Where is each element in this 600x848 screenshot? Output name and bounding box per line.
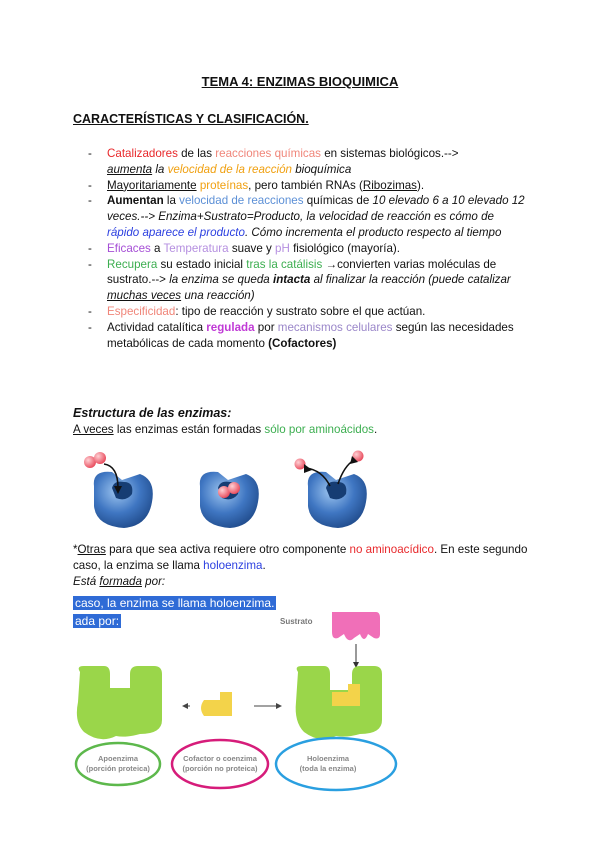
- text: .: [373, 423, 378, 436]
- list-item: [88, 193, 528, 240]
- holoenzyme-sublabel: (toda la enzima): [299, 764, 357, 773]
- list-item: [88, 146, 528, 178]
- apoenzyme-sublabel: (porción proteica): [86, 764, 150, 773]
- structure-heading: Estructura de las enzimas:: [73, 406, 232, 420]
- arrow-right-head: [276, 703, 282, 709]
- text: , pero también RNAs (: [248, 178, 363, 192]
- structure-line1: [73, 422, 533, 438]
- text: sólo por aminoácidos: [264, 423, 374, 436]
- text: Otras: [77, 543, 106, 556]
- enzyme-step-3: [295, 451, 367, 529]
- text: . Cómo incrementa el producto respecto al tiempo: [244, 225, 502, 239]
- structure-line3: [73, 574, 533, 590]
- text: formada: [99, 575, 142, 588]
- text: Temperatura: [163, 241, 229, 255]
- cofactor-sublabel: (porción no proteica): [182, 764, 258, 773]
- term-rapido: rápido aparece el producto: [107, 225, 245, 239]
- text: 10 elevado 6 a 10 elevado 12 veces.--> Enzima+Sustrato=Producto, la velocidad de reacción es cómo de: [107, 194, 525, 224]
- apoenzyme-label: Apoenzima: [97, 754, 139, 763]
- cofactor-label: Cofactor o coenzima: [183, 754, 257, 763]
- text: bioquímica: [291, 162, 352, 176]
- text: intacta: [272, 273, 311, 287]
- text: Recupera: [107, 257, 158, 271]
- characteristics-list: [88, 146, 528, 351]
- text: (Cofactores): [268, 336, 337, 350]
- term-velocidad-reacciones: velocidad de reacciones: [179, 194, 304, 208]
- sustrato-shape: [332, 612, 380, 640]
- text: mecanismos celulares: [277, 320, 393, 334]
- text: la: [152, 162, 168, 176]
- term-catalizadores: Catalizadores: [107, 147, 178, 160]
- enzyme-substrate-illustration: [82, 450, 392, 532]
- highlight-line-2: ada por:: [75, 614, 120, 628]
- text: para que sea activa requiere otro componente: [105, 543, 350, 556]
- document-title: TEMA 4: ENZIMAS BIOQUIMICA: [201, 74, 399, 89]
- text: por:: [141, 575, 166, 588]
- term-reacciones: reacciones químicas: [215, 147, 321, 160]
- text: por: [254, 320, 278, 334]
- text: fisiológico (mayoría).: [289, 241, 401, 255]
- text: Está: [73, 575, 100, 588]
- text: tras la catálisis: [246, 257, 323, 271]
- text: regulada: [206, 320, 255, 334]
- text: de las: [177, 147, 216, 160]
- text: a: [150, 241, 164, 255]
- holoenzyme-label: Holoenzima: [306, 754, 350, 763]
- highlight-line-1: caso, la enzima se llama holoenzima.: [75, 596, 275, 610]
- list-item: [88, 320, 528, 352]
- text: Eficaces: [107, 241, 151, 255]
- holoenzyme-diagram: [70, 608, 410, 794]
- text: suave y: [228, 241, 276, 255]
- cofactor-shape: [201, 692, 232, 716]
- text: la enzima se queda: [169, 273, 273, 287]
- text: en sistemas biológicos.-->: [320, 147, 459, 160]
- text: Actividad catalítica: [107, 320, 207, 334]
- text: Ribozimas: [362, 178, 417, 192]
- text: su estado inicial: [157, 257, 247, 271]
- text: aumenta: [107, 162, 153, 176]
- text: holoenzima: [203, 559, 263, 572]
- text: al finalizar la reacción (puede catalizar: [310, 273, 511, 287]
- list-item: [88, 257, 528, 304]
- arrow-left-head: [182, 703, 188, 709]
- text: una reacción): [181, 289, 255, 303]
- text: las enzimas están formadas: [113, 423, 265, 436]
- term-proteinas: proteínas: [199, 178, 249, 192]
- list-item: [88, 178, 528, 194]
- text: A veces: [73, 423, 114, 436]
- term-velocidad: velocidad de la reacción: [167, 162, 292, 176]
- apoenzyme-shape: [77, 666, 162, 739]
- text: ).: [416, 178, 425, 192]
- text: . En este segundo caso, la enzima se llama: [73, 543, 528, 572]
- list-item: [88, 304, 528, 320]
- text: la: [163, 194, 180, 208]
- text: químicas de: [303, 194, 373, 208]
- text: .: [262, 559, 266, 572]
- text: Mayoritariamente: [107, 178, 197, 192]
- section-heading: CARACTERÍSTICAS Y CLASIFICACIÓN.: [73, 112, 309, 126]
- structure-paragraph2: [73, 542, 533, 574]
- list-item: [88, 241, 528, 257]
- text: : tipo de reacción y sustrato sobre el que actúan.: [175, 304, 426, 318]
- text: muchas veces: [107, 289, 182, 303]
- text: pH: [275, 241, 290, 255]
- enzyme-step-1: [84, 452, 153, 528]
- enzyme-step-2: [200, 472, 259, 528]
- text: →convierten varias moléculas de sustrato.-->: [107, 257, 497, 287]
- holoenzyme-cofactor: [332, 684, 360, 706]
- text: *: [73, 543, 78, 556]
- text: Aumentan: [107, 194, 164, 208]
- text: no aminoacídico: [349, 543, 434, 556]
- sustrato-label: Sustrato: [280, 617, 313, 626]
- text: según las necesidades metabólicas de cada momento: [107, 320, 514, 350]
- text: Especificidad: [107, 304, 176, 318]
